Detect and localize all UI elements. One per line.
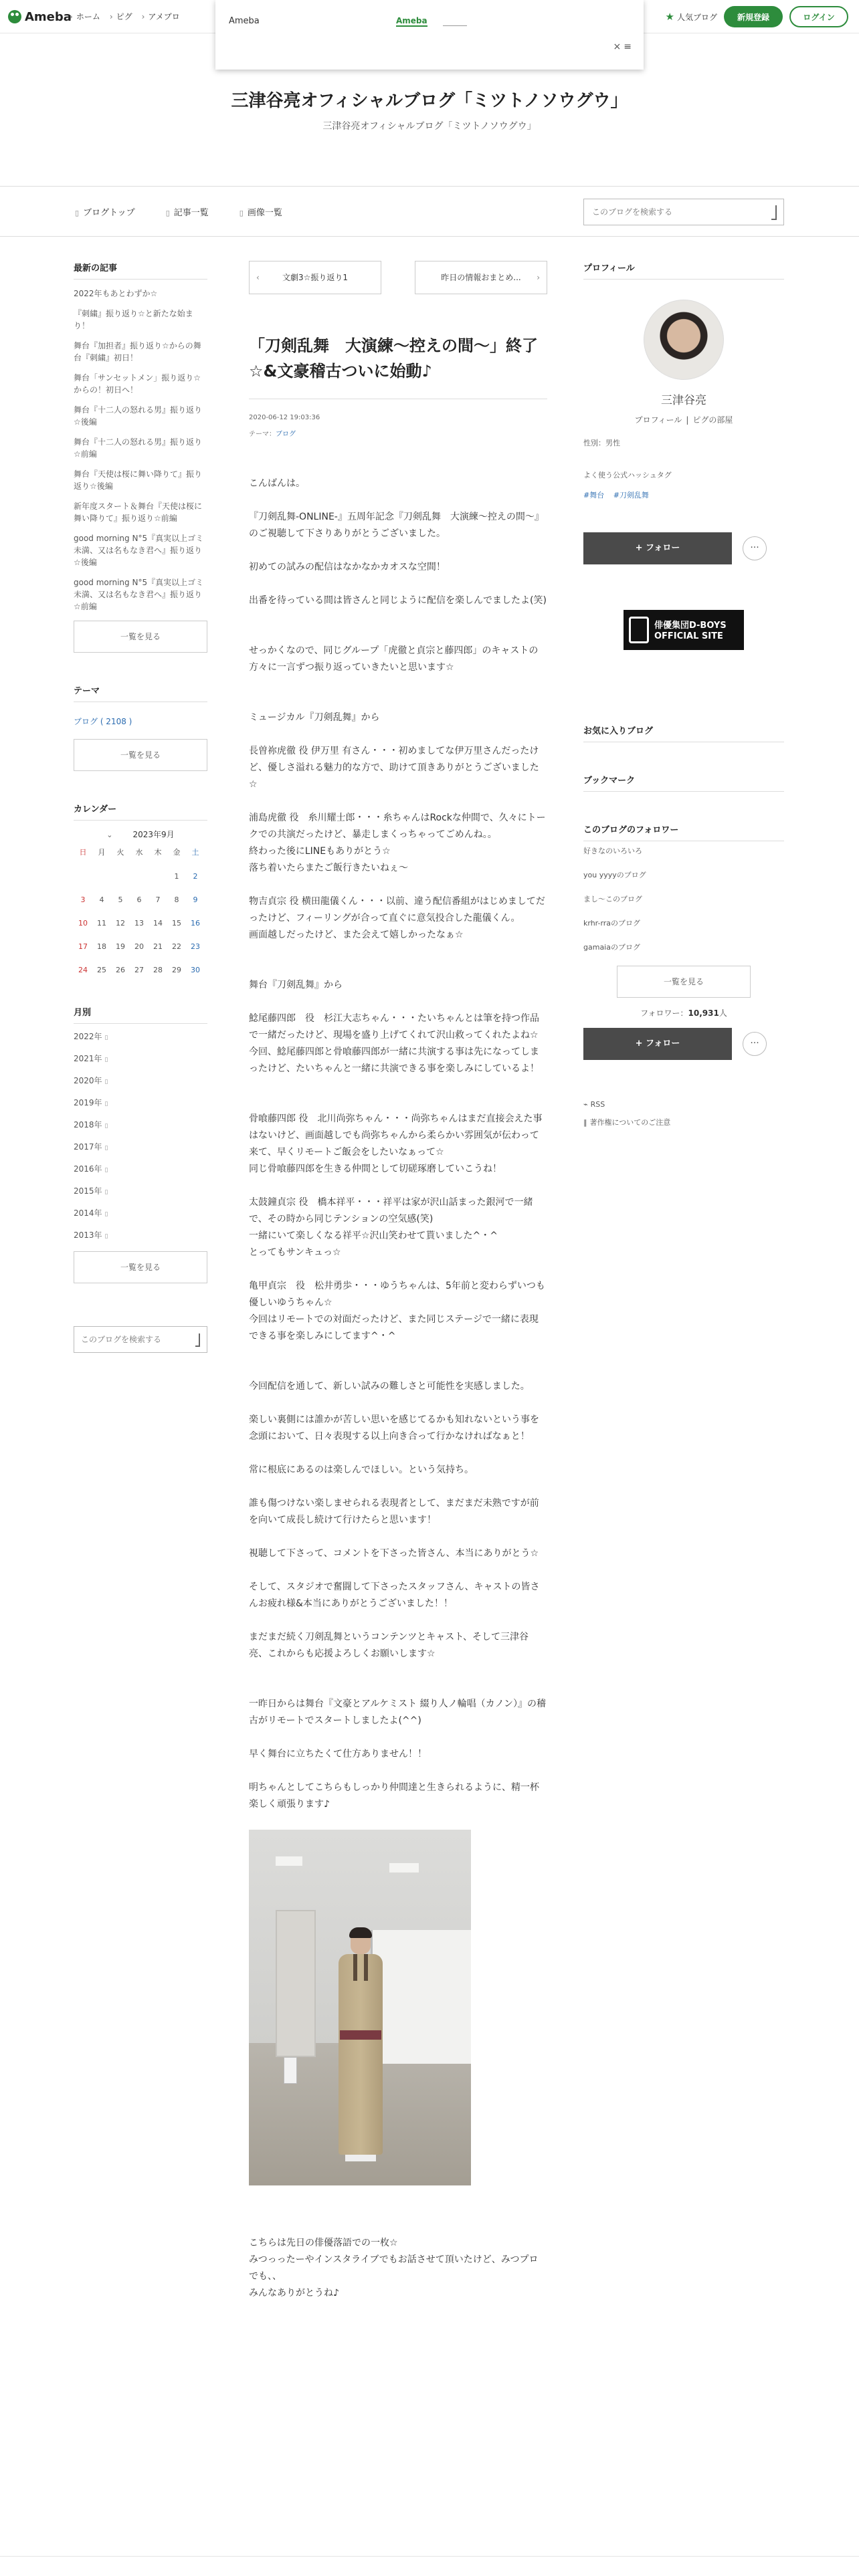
entry-paragraph: 骨喰藤四郎 役 北川尚弥ちゃん・・・尚弥ちゃんはまだ直接会えた事はないけど、画面越しでも尚弥ちゃんから柔らかい雰囲気が伝わって来て、早くリモートご飯会をしたいなぁって☆ 同じ骨喰藤四郎を生きる仲間として切磋琢磨していこうね！ bbox=[249, 1113, 543, 1174]
nav-entry-list[interactable]: ▯ 記事一覧 bbox=[166, 205, 209, 218]
entry-body-after-photo bbox=[249, 2235, 547, 2302]
entry-paragraph: 初めての試みの配信はなかなかカオスな空間！ bbox=[249, 562, 446, 572]
profile-heading: プロフィール bbox=[583, 261, 784, 280]
calendar-day bbox=[130, 872, 149, 881]
follower-count-unit: 人 bbox=[719, 1008, 727, 1018]
follower-item[interactable]: you yyyyのブログ bbox=[583, 871, 646, 879]
follower-count-value: 10,931 bbox=[688, 1008, 719, 1018]
recent-item[interactable]: 舞台『十二人の怒れる男』振り返り☆前編 bbox=[74, 437, 203, 459]
entry-photo[interactable] bbox=[249, 1830, 471, 2185]
archive-list bbox=[74, 1031, 207, 1241]
followers-heading: このブログのフォロワー bbox=[583, 823, 784, 841]
follow-button[interactable]: + フォロー bbox=[583, 532, 732, 564]
entry-paragraph: 誰も傷つけない楽しませられる表現者として、まだまだ未熟ですが前を向いて成長し続けて行けたらと思います！ bbox=[249, 1498, 539, 1525]
followers-more-button[interactable]: 一覧を見る bbox=[617, 966, 751, 998]
rss-link[interactable]: ⌁ RSS bbox=[583, 1100, 784, 1109]
entry-paragraph: 舞台『刀剣乱舞』から bbox=[249, 980, 343, 990]
popup-divider bbox=[443, 25, 467, 26]
recent-item[interactable]: 2022年もあとわずか☆ bbox=[74, 289, 158, 298]
calendar-day[interactable]: 23 bbox=[191, 942, 200, 951]
entry-paragraph: 早く舞台に立ちたくて仕方ありません！！ bbox=[249, 1749, 427, 1759]
calendar-weekday: 日 bbox=[79, 848, 87, 857]
entry-paragraph: そして、スタジオで奮闘して下さったスタッフさん、キャストの皆さんお疲れ様&本当にありがとうございました！！ bbox=[249, 1582, 540, 1609]
calendar-weekday: 水 bbox=[135, 848, 143, 857]
theme-heading: テーマ bbox=[74, 683, 207, 702]
recent-item[interactable]: 舞台「サンセットメン」振り返り☆からの！初日へ！ bbox=[74, 373, 201, 395]
entry-paragraph: 鯰尾藤四郎 役 杉江大志ちゃん・・・たいちゃんとは筆を持つ作品で一緒だったけど、現場を盛り上げてくれて沢山救ってくれたよね☆ 今回、鯰尾藤四郎と骨喰藤四郎が一緒に共演する事は先になってしまったけど、たいちゃんと一緒に共演できる事を楽しみにしているよ！ bbox=[249, 1013, 539, 1074]
calendar-day bbox=[111, 872, 130, 881]
calendar-day[interactable]: 13 bbox=[134, 919, 144, 928]
entry-paragraph: ミュージカル『刀剣乱舞』から bbox=[249, 712, 380, 723]
signup-button[interactable]: 新規登録 bbox=[724, 6, 783, 27]
calendar-day[interactable]: 9 bbox=[193, 895, 198, 904]
calendar-day[interactable]: 11 bbox=[97, 919, 106, 928]
page-bottom-divider bbox=[0, 2556, 859, 2557]
calendar-day[interactable]: 4 bbox=[99, 895, 104, 904]
calendar-day[interactable]: 25 bbox=[97, 966, 106, 974]
entry-paragraph: 今回配信を通して、新しい試みの難しさと可能性を実感しました。 bbox=[249, 1381, 530, 1392]
entry-paragraph: 楽しい裏側には誰かが苦しい思いを感じてるかも知れないという事を念頭において、日々表現する以上向き合って行かなければなぁと！ bbox=[249, 1414, 539, 1442]
blog-search-input[interactable] bbox=[584, 199, 758, 225]
entry-paragraph: 長曽祢虎徹 役 伊万里 有さん・・・初めましてな伊万里さんだったけど、優しさ溢れる魅力的な方で、助けて頂きありがとうございました☆ bbox=[249, 746, 539, 790]
calendar-day[interactable]: 14 bbox=[153, 919, 163, 928]
calendar-grid bbox=[74, 847, 207, 974]
recent-item[interactable]: 『刺繍』振り返り☆と新たな始まり！ bbox=[74, 309, 193, 330]
archive-item[interactable]: 2013年 ▯ bbox=[74, 1229, 207, 1241]
nav-blog-top[interactable]: ▯ ブログトップ bbox=[75, 205, 135, 218]
entry-paragraph: 出番を待っている間は皆さんと同じように配信を楽しんでましたよ(笑) bbox=[249, 595, 547, 606]
favorites-heading: お気に入りブログ bbox=[583, 724, 784, 742]
left-sidebar bbox=[74, 261, 207, 1353]
calendar-weekday: 火 bbox=[116, 848, 124, 857]
dboys-banner-line2: OFFICIAL SITE bbox=[654, 631, 723, 641]
calendar-weekday: 月 bbox=[98, 848, 106, 857]
ameba-logo-text: Ameba bbox=[25, 9, 72, 24]
star-icon: ★ bbox=[665, 11, 674, 23]
calendar-day[interactable]: 15 bbox=[172, 919, 181, 928]
entry-pager bbox=[249, 261, 547, 294]
calendar-day[interactable]: 24 bbox=[78, 966, 88, 974]
follower-count bbox=[583, 1007, 784, 1018]
ameba-logo-icon bbox=[8, 10, 21, 23]
blog-subtitle: 三津谷亮オフィシャルブログ「ミツトノソウグウ」 bbox=[322, 121, 537, 132]
popular-blog-link[interactable] bbox=[666, 11, 717, 23]
recent-more-button[interactable]: 一覧を見る bbox=[74, 621, 207, 653]
search-icon[interactable] bbox=[771, 205, 777, 220]
popup-close-button[interactable] bbox=[613, 41, 632, 52]
archive-item[interactable]: 2016年 ▯ bbox=[74, 1163, 207, 1174]
recent-item[interactable]: 舞台『加担者』振り返り☆からの舞台『刺繍』初日！ bbox=[74, 341, 201, 362]
follower-item[interactable]: gamaiaのブログ bbox=[583, 943, 640, 952]
archive-heading: 月別 bbox=[74, 1005, 207, 1024]
archive-item[interactable]: 2020年 ▯ bbox=[74, 1075, 207, 1086]
recent-item[interactable]: 舞台『十二人の怒れる男』振り返り☆後編 bbox=[74, 405, 203, 427]
calendar-day[interactable]: 6 bbox=[136, 895, 142, 904]
next-entry-button[interactable]: 昨日の情報おまとめ... › bbox=[415, 261, 547, 294]
blog-search bbox=[583, 199, 784, 225]
sidebar-search-input[interactable] bbox=[74, 1327, 188, 1352]
archive-item[interactable]: 2017年 ▯ bbox=[74, 1141, 207, 1152]
calendar-day[interactable]: 30 bbox=[191, 966, 200, 974]
archive-more-button[interactable]: 一覧を見る bbox=[74, 1251, 207, 1283]
dboys-banner[interactable] bbox=[624, 610, 744, 650]
theme-more-button[interactable]: 一覧を見る bbox=[74, 739, 207, 771]
entry-paragraph: こんばんは。 bbox=[249, 478, 305, 489]
recent-item[interactable]: good morning N°5『真実以上ゴミ未満、又は名もなき君へ』振り返り☆前編 bbox=[74, 578, 204, 611]
calendar-day[interactable]: 28 bbox=[153, 966, 163, 974]
calendar-day bbox=[74, 872, 92, 881]
blog-title[interactable]: 三津谷亮オフィシャルブログ「ミツトノソウグウ」 bbox=[231, 91, 628, 111]
calendar-day[interactable]: 22 bbox=[172, 942, 181, 951]
bookmark-heading: ブックマーク bbox=[583, 773, 784, 792]
avatar[interactable] bbox=[644, 300, 724, 380]
calendar-day[interactable]: 19 bbox=[116, 942, 125, 951]
blog-nav-items bbox=[75, 205, 282, 218]
follow-button[interactable]: + フォロー bbox=[583, 1028, 732, 1060]
nav-pigg[interactable]: › ピグ bbox=[110, 11, 132, 22]
calendar-day[interactable]: 10 bbox=[78, 919, 88, 928]
calendar-day[interactable]: 16 bbox=[191, 919, 200, 928]
entry-paragraph: 太鼓鐘貞宗 役 橋本祥平・・・祥平は家が沢山話まった銀河で一緒で、その時から同じテンションの空気感(笑) 一緒にいて楽しくなる祥平☆沢山笑わせて貰いました^・^ とってもサンキュっ☆ bbox=[249, 1197, 533, 1258]
sidebar-search bbox=[74, 1326, 207, 1353]
calendar-day[interactable]: 2 bbox=[193, 872, 198, 881]
calendar-day[interactable]: 21 bbox=[153, 942, 163, 951]
entry-paragraph: 『刀剣乱舞-ONLINE-』五周年記念『刀剣乱舞 大演練〜控えの間〜』のご視聴して下さりありがとうございました。 bbox=[249, 512, 544, 539]
calendar-day[interactable]: 20 bbox=[134, 942, 144, 951]
calendar-day[interactable]: 7 bbox=[155, 895, 161, 904]
menu-icon: ≡ bbox=[624, 41, 632, 52]
prev-entry-button[interactable]: ‹ 文劇3☆振り返り1 bbox=[249, 261, 381, 294]
entry-paragraph: まだまだ続く刀剣乱舞というコンテンツとキャスト、そして三津谷亮、これからも応援よろしくお願いします☆ bbox=[249, 1632, 529, 1659]
more-options-button[interactable]: ··· bbox=[743, 536, 767, 560]
overlay-popup bbox=[215, 0, 644, 70]
entry-title[interactable]: 「刀剣乱舞 大演練〜控えの間〜」終了☆&文豪稽古ついに始動♪ bbox=[249, 336, 538, 381]
recent-heading: 最新の記事 bbox=[74, 261, 207, 280]
calendar-day[interactable]: 29 bbox=[172, 966, 181, 974]
calendar-weekday: 土 bbox=[191, 848, 199, 857]
calendar-day bbox=[92, 872, 111, 881]
entry-theme bbox=[249, 428, 547, 438]
archive-item[interactable]: 2014年 ▯ bbox=[74, 1207, 207, 1218]
calendar-month-label: 2023年9月 bbox=[132, 830, 175, 839]
entry-paragraph: 常に根底にあるのは楽しんでほしい。という気持ち。 bbox=[249, 1465, 474, 1475]
entry-paragraph: 物吉貞宗 役 横田龍儀くん・・・以前、違う配信番組がはじめましてだったけど、フィーリングが合って直ぐに意気投合した龍儀くん。 画面越しだったけど、また会えて嬉しかったなぁ☆ bbox=[249, 896, 545, 940]
global-nav bbox=[70, 11, 180, 22]
follower-count-label: フォロワー： bbox=[640, 1008, 688, 1018]
recent-list bbox=[74, 288, 207, 613]
follow-row-bottom bbox=[583, 1028, 784, 1060]
nav-ameblo[interactable]: › アメブロ bbox=[142, 11, 180, 22]
hashtag-link[interactable]: #刀剣乱舞 bbox=[613, 491, 649, 500]
calendar-day[interactable]: 1 bbox=[174, 872, 179, 881]
theme-item[interactable]: ブログ ( 2108 ) bbox=[74, 717, 132, 726]
profile-gender: 性別：男性 bbox=[583, 439, 620, 447]
entry-paragraph: 浦島虎徹 役 糸川耀士郎・・・糸ちゃんはRockな仲間で、久々にトークでの共演だったけど、暴走しまくっちゃってごめんね。。 終わった後にLINEもありがとう☆ 落ち着いたらまたご飯行きたいねぇ〜 bbox=[249, 813, 546, 873]
entry-date: 2020-06-12 19:03:36 bbox=[249, 414, 320, 421]
global-header-actions bbox=[666, 6, 848, 27]
popular-blog-label: 人気ブログ bbox=[676, 12, 717, 22]
calendar-day[interactable]: 18 bbox=[97, 942, 106, 951]
calendar-month bbox=[74, 829, 207, 840]
archive-item[interactable]: 2019年 ▯ bbox=[74, 1097, 207, 1108]
recent-item[interactable]: 舞台『天使は桜に舞い降りて』振り返り☆後編 bbox=[74, 469, 203, 491]
follower-item[interactable]: 好きなのいろいろ bbox=[583, 847, 642, 855]
nav-image-list[interactable]: ▯ 画像一覧 bbox=[240, 205, 282, 218]
hashtags-heading: よく使う公式ハッシュタグ bbox=[583, 471, 672, 479]
follower-item[interactable]: まし〜このブログ bbox=[583, 895, 642, 903]
archive-item[interactable]: 2015年 ▯ bbox=[74, 1185, 207, 1196]
followers-list bbox=[583, 845, 784, 952]
archive-item[interactable]: 2021年 ▯ bbox=[74, 1053, 207, 1064]
recent-item[interactable]: 新年度スタート＆舞台『天使は桜に舞い降りて』振り返り☆前編 bbox=[74, 502, 203, 523]
follower-item[interactable]: krhr-rraのブログ bbox=[583, 919, 641, 928]
recent-item[interactable]: good morning N°5『真実以上ゴミ未満、又は名もなき君へ』振り返り☆後編 bbox=[74, 534, 204, 567]
calendar-day[interactable]: 3 bbox=[80, 895, 86, 904]
calendar-heading: カレンダー bbox=[74, 802, 207, 821]
entry-paragraph: 一昨日からは舞台『文豪とアルケミスト 綴り人ノ輪唱（カノン）』の稽古がリモートでスタートしましたよ(^^) bbox=[249, 1699, 547, 1726]
entry-theme-link[interactable]: ブログ bbox=[276, 431, 296, 438]
copyright-notice-link[interactable]: ‖ 著作権についてのご注意 bbox=[583, 1117, 784, 1128]
calendar-day[interactable]: 8 bbox=[174, 895, 179, 904]
close-icon: × bbox=[613, 41, 622, 52]
hashtags bbox=[583, 490, 784, 500]
popup-link[interactable]: Ameba bbox=[396, 16, 427, 25]
entry-paragraph: 明ちゃんとしてこちらもしっかり仲間達と生きられるように、精一杯楽しく頑張ります♪ bbox=[249, 1782, 539, 1810]
entry-paragraph: 視聴して下さって、コメントを下さった皆さん、本当にありがとう☆ bbox=[249, 1548, 539, 1559]
right-sidebar bbox=[583, 261, 784, 1128]
dboys-logo-icon bbox=[629, 617, 649, 643]
calendar-weekday: 金 bbox=[173, 848, 181, 857]
login-button[interactable]: ログイン bbox=[789, 6, 848, 27]
calendar-weekday: 木 bbox=[154, 848, 162, 857]
hashtag-link[interactable]: #舞台 bbox=[583, 491, 605, 500]
ameba-logo[interactable] bbox=[8, 8, 72, 25]
entry-body bbox=[249, 475, 547, 1813]
popup-label: Ameba bbox=[229, 16, 260, 26]
entry-paragraph: こちらは先日の俳優落語での一枚☆ みつっったーやインスタライブでもお話させて頂いたけど、みつプロでも、、 みんなありがとうね♪ bbox=[249, 2238, 539, 2298]
entry-column bbox=[249, 261, 547, 2319]
person-in-kimono bbox=[336, 1930, 385, 2164]
calendar-day[interactable]: 26 bbox=[116, 966, 125, 974]
calendar-day[interactable]: 17 bbox=[78, 942, 88, 951]
entry-paragraph: せっかくなので、同じグループ「虎徹と貞宗と藤四郎」のキャストの方々に一言ずつ振り返っていきたいと思います☆ bbox=[249, 645, 539, 673]
archive-item[interactable]: 2022年 ▯ bbox=[74, 1031, 207, 1042]
blog-nav bbox=[0, 186, 859, 237]
calendar-day[interactable]: 12 bbox=[116, 919, 125, 928]
pig-room-link[interactable]: ピグの部屋 bbox=[692, 415, 733, 425]
calendar-day bbox=[149, 872, 167, 881]
calendar-day[interactable]: 27 bbox=[134, 966, 144, 974]
profile-name[interactable]: 三津谷亮 bbox=[661, 394, 706, 407]
search-icon[interactable] bbox=[195, 1333, 200, 1347]
more-options-button[interactable]: ··· bbox=[743, 1032, 767, 1056]
dboys-banner-line1: 俳優集団D-BOYS bbox=[654, 621, 727, 631]
calendar-day[interactable]: 5 bbox=[118, 895, 123, 904]
nav-home[interactable]: › ホーム bbox=[70, 11, 100, 22]
follow-row bbox=[583, 532, 784, 564]
archive-item[interactable]: 2018年 ▯ bbox=[74, 1119, 207, 1130]
profile-link[interactable]: プロフィール bbox=[634, 415, 682, 425]
entry-paragraph: 亀甲貞宗 役 松井勇歩・・・ゆうちゃんは、5年前と変わらずいつも優しいゆうちゃん☆ 今回はリモートでの対面だったけど、また同じステージで一緒に表現できる事を楽しみにしてます^・^ bbox=[249, 1281, 545, 1341]
chevron-down-icon[interactable]: ⌄ bbox=[106, 831, 113, 839]
profile-links: プロフィール | ピグの部屋 bbox=[634, 415, 733, 425]
entry-theme-label: テーマ： bbox=[249, 431, 276, 438]
